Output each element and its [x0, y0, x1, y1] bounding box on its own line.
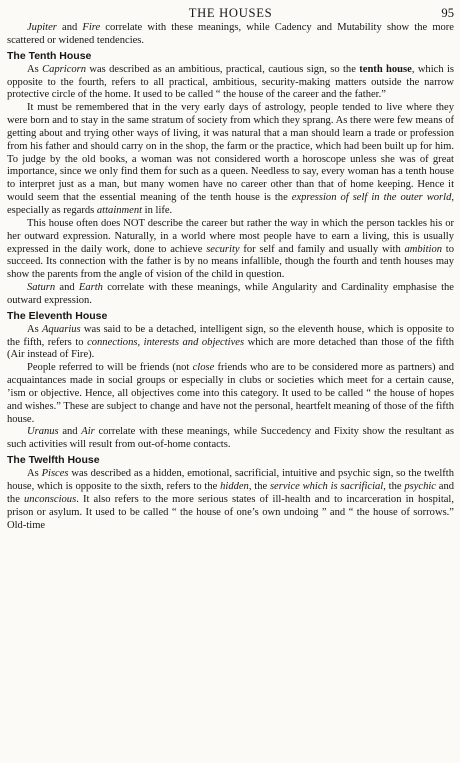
paragraph: Uranus and Air correlate with these meanings, while Succedency and Fixity show the resultant as such activities will result from out-of-home contacts.	[7, 426, 454, 451]
paragraph: This house often does NOT describe the career but rather the way in which the person tackles his or her outward expression. Naturally, in a world where most people have to earn a living, this is usually expressed in the daily work, done to achieve security for self and family and usually with ambition to succeed. Its connection with the father is by no means infallible, though the fourth and tenth houses may show the parents from the angle of vision of the child in question.	[7, 217, 455, 281]
paragraph: As Pisces was described as a hidden, emotional, sacrificial, intuitive and psychic sign, so the twelfth house, which is opposite to the sixth, refers to the hidden, the service which is sacrificial, the psychic and the unconscious. It also refers to the more serious states of ill-health and to incarceration in hospital, prison or asylum. It used to be called “ the house of one’s own undoing ” and “ the house of sorrows.” Old-time	[7, 468, 455, 531]
page-body	[7, 22, 454, 532]
running-head	[7, 4, 454, 21]
running-title: THE HOUSES	[188, 6, 273, 20]
paragraph: As Capricorn was described as an ambitious, practical, cautious sign, so the tenth house, which is opposite to the fourth, refers to all practical, ambitious, security-making matters outside the narrow protective circle of the home. It used to be called “ the house of the career and the father.”	[7, 63, 454, 101]
paragraph: It must be remembered that in the very early days of astrology, people tended to live where they were born and to stay in the same stratum of society from which they sprang. As there were few means of getting about and trying other ways of living, it was natural that a man should learn a trade or profession from his father and should carry on in the shop, the farm or the practice, which had been built up for him. To judge by the old books, a woman was not considered worth a horoscope unless she was of great importance, since we only find them for such as a queen. Needless to say, every woman has a tenth house to interpret just as a man, but many women have no career other than that of home keeping. Hence it would seem that the essential meaning of the tenth house is the expression of self in the outer world, especially as regards attainment in life.	[7, 102, 454, 216]
section-heading-tenth-house: The Tenth House	[7, 49, 92, 62]
paragraph: Jupiter and Fire correlate with these meanings, while Cadency and Mutability show the more scattered or widened tendencies.	[7, 22, 454, 46]
paragraph: As Aquarius was said to be a detached, intelligent sign, so the eleventh house, which is opposite to the fifth, refers to connections, interests and objectives which are more detached than those of the fifth (Air instead of Fire).	[7, 323, 455, 361]
paragraph: Saturn and Earth correlate with these meanings, while Angularity and Cardinality emphasise the outward expression.	[7, 282, 454, 306]
paragraph: People referred to will be friends (not close friends who are to be considered more as partners) and acquaintances made in social groups or especially in clubs or societies which meet for a certain cause, ’ism or objective. Hence, all objectives come into this category. It used to be called “ the house of hopes and wishes.” These are subject to change and have not the personal, heartfelt meaning of those of the fifth house.	[7, 362, 454, 425]
section-heading-eleventh-house: The Eleventh House	[7, 309, 108, 322]
section-heading-twelfth-house: The Twelfth House	[7, 454, 100, 467]
page-number: 95	[441, 6, 454, 20]
